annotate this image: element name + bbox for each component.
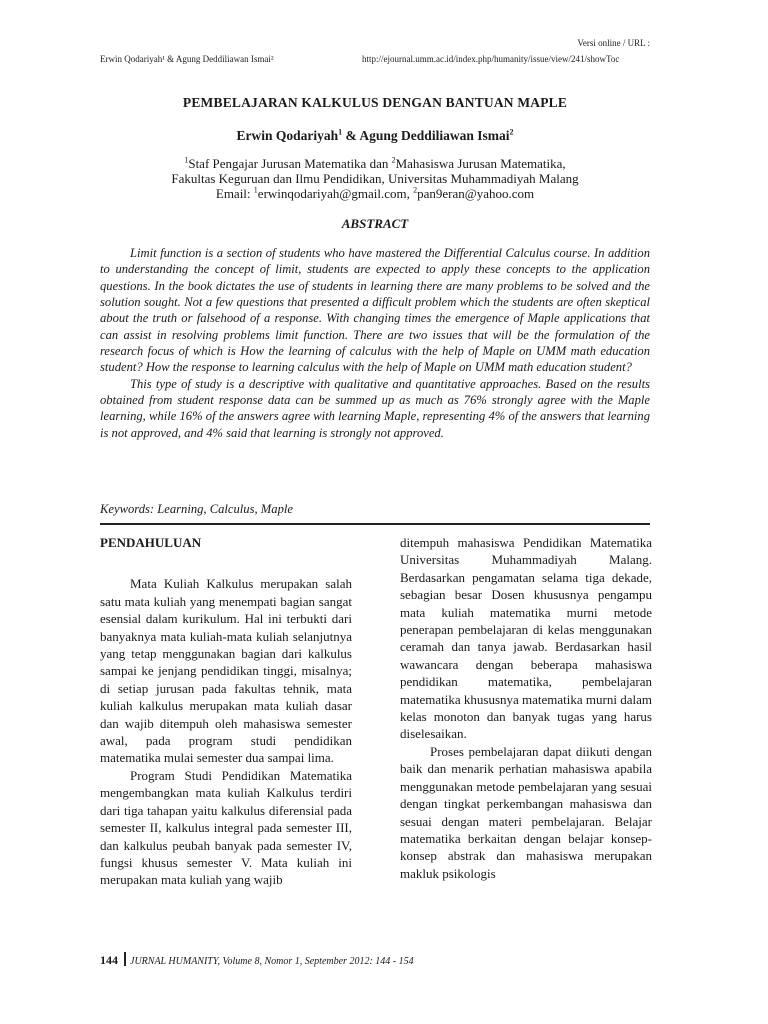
abstract-paragraph-1: Limit function is a section of students who have mastered the Differential Calculus course. In addition to understanding the concept of limit, students are expected to apply these concepts to the application questions. In the book dictates the use of students in learning there are many problems to be solved and the solution sought. Not a few questions that presented a difficult problem which the students are often skeptical about the truth or falsehood of a response. With changing times the emergence of Maple applications that can assist in resolving problems limit function. There are two issues that will be the formulation of the research focus of which is How the learning of calculus with the help of Maple on UMM math education student? How the response to learning calculus with the help of Maple on UMM math education student?: [100, 246, 650, 375]
body-paragraph: Program Studi Pendidikan Matematika mengembangkan mata kuliah Kalkulus terdiri dari tiga tahapan yaitu kalkulus diferensial pada semester II, kalkulus integral pada semester III, dan kalkulus peubah banyak pada semester IV, fungsi khusus semester V. Mata kuliah ini merupakan mata kuliah yang wajib: [100, 767, 352, 888]
section-heading: PENDAHULUAN: [100, 535, 202, 550]
author-1: Erwin Qodariyah: [236, 128, 339, 143]
body-column-left: [100, 534, 352, 889]
author-2: Agung Deddiliawan Ismai: [359, 128, 510, 143]
body-paragraph: ditempuh mahasiswa Pendidikan Matematika Universitas Muhammadiyah Malang. Berdasarkan pengamatan selama tiga dekade, sebagian besar Dosen khususnya pengampu mata kuliah matematika murni metode penerapan pembelajaran di kelas menggunakan ceramah dan tanya jawab. Berdasarkan hasil wawancara dengan beberapa mahasiswa pendidikan matematika, pembelajaran matematika khususnya matematika murni dalam kelas monoton dan banyak tugas yang harus diselesaikan.: [400, 535, 652, 742]
affiliation-line-2: Fakultas Keguruan dan Ilmu Pendidikan, Universitas Muhammadiyah Malang: [171, 171, 579, 186]
email-1-sup: 1: [253, 185, 258, 195]
footer-divider: [124, 952, 126, 966]
running-author-header: Erwin Qodariyah¹ & Agung Deddiliawan Ismai²: [100, 54, 274, 64]
journal-citation: JURNAL HUMANITY, Volume 8, Nomor 1, September 2012: 144 - 154: [130, 956, 414, 967]
aff-text-b: Mahasiswa Jurusan Matematika,: [395, 156, 566, 171]
email-2[interactable]: pan9eran@yahoo.com: [417, 186, 535, 201]
email-prefix: Email:: [215, 186, 254, 201]
abstract-body: [100, 245, 650, 441]
author-joiner: &: [342, 128, 360, 143]
abstract-paragraph-2: This type of study is a descriptive with qualitative and quantitative approaches. Based on the results obtained from student response data can be summed up as much as 76% strongly agree with the Maple learning, while 16% of the answers agree with learning Maple, representing 4% of the answers that learning is not approved, and 4% said that learning is strongly not approved.: [100, 376, 650, 440]
page-footer: [100, 952, 414, 968]
article-authors: [100, 128, 650, 144]
section-divider: [100, 523, 650, 525]
affiliation-block: [100, 156, 650, 201]
page-number: 144: [100, 953, 118, 967]
author-2-sup: 2: [509, 127, 514, 137]
email-line: [100, 186, 650, 201]
email-2-sup: 2: [413, 185, 418, 195]
keywords: Keywords: Learning, Calculus, Maple: [100, 502, 293, 516]
body-column-right: [400, 534, 652, 882]
body-paragraph: Proses pembelajaran dapat diikuti dengan baik dan menarik perhatian mahasiswa apabila menggunakan metode pembelajaran yang sesuai dengan tingkat perkembangan mahasiswa dan sesuai dengan materi pembelajaran. Belajar matematika berkaitan dengan belajar konsep-konsep abstrak dan mahasiswa merupakan makluk psikologis: [400, 743, 652, 881]
aff-sup-1: 1: [184, 155, 189, 165]
abstract-heading: ABSTRACT: [341, 216, 409, 231]
email-1[interactable]: erwinqodariyah@gmail.com,: [257, 186, 414, 201]
version-label: Versi online / URL :: [577, 38, 650, 48]
aff-text-a: Staf Pengajar Jurusan Matematika dan: [188, 156, 392, 171]
author-1-sup: 1: [338, 127, 343, 137]
affiliation-line-1: [100, 156, 650, 171]
article-title: PEMBELAJARAN KALKULUS DENGAN BANTUAN MAPLE: [182, 95, 568, 110]
body-paragraph: Mata Kuliah Kalkulus merupakan salah satu mata kuliah yang menempati bagian sangat esensial dalam kurikulum. Hal ini terbukti dari banyaknya mata kuliah-mata kuliah selanjutnya yang tetap menggunakan bagian dari kalkulus sampai ke jenjang pendidikan tinggi, misalnya; di setiap jurusan pada fakultas tehnik, mata kuliah kalkulus merupakan mata kuliah dasar dan wajib ditempuh oleh mahasiswa semester awal, pada program studi pendidikan matematika mulai semester dua sampai lima.: [100, 576, 352, 766]
journal-url[interactable]: http://ejournal.umm.ac.id/index.php/humanity/issue/view/241/showToc: [362, 54, 620, 64]
aff-sup-2: 2: [391, 155, 396, 165]
